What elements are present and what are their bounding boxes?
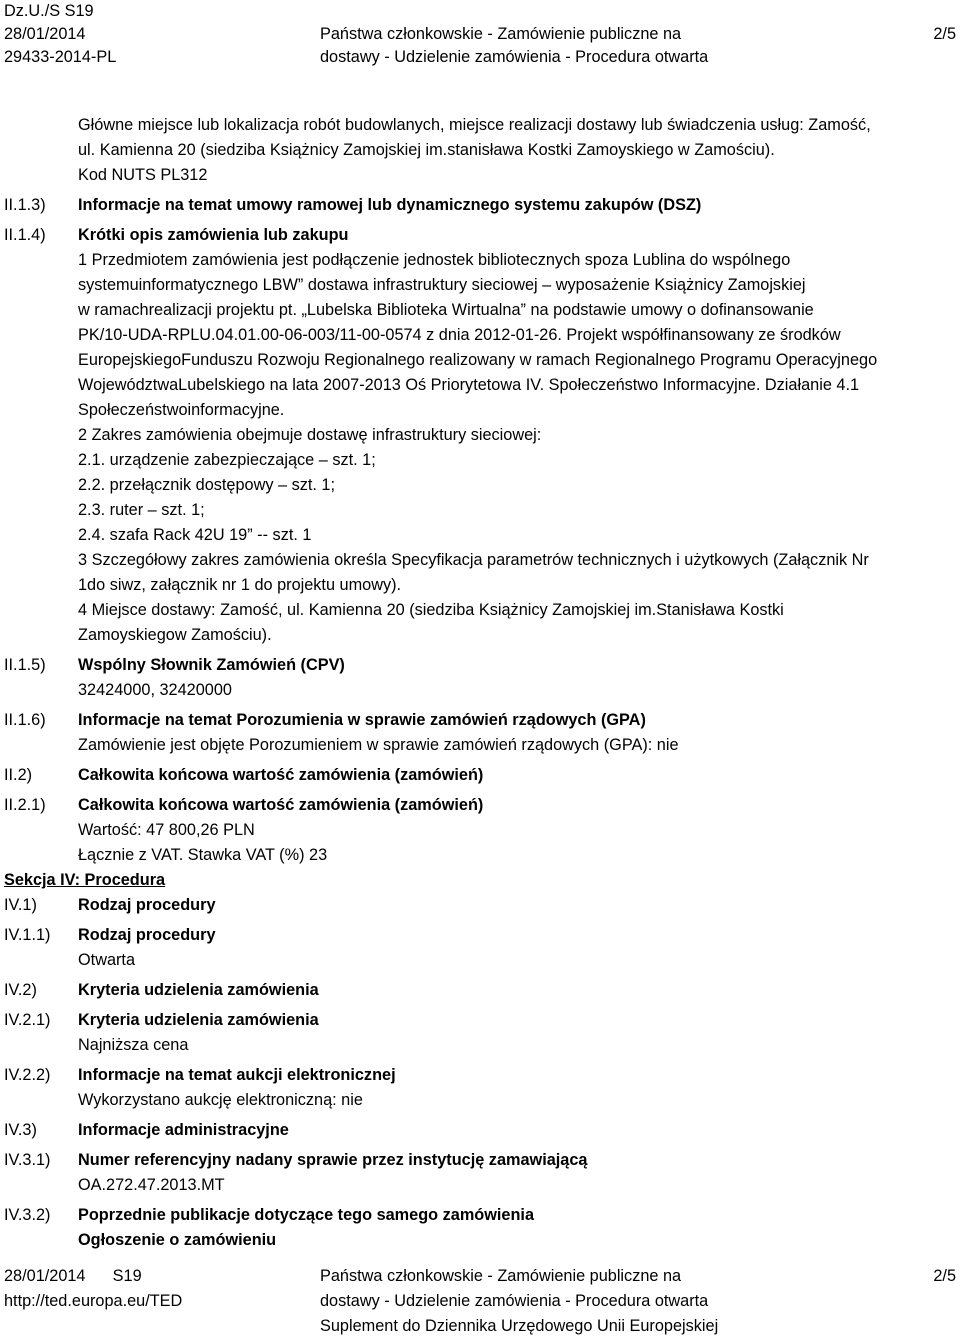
section-iv-2-1 bbox=[0, 1008, 960, 1058]
description-line: Zamoyskiegow Zamościu). bbox=[78, 626, 272, 644]
section-number: IV.2.1) bbox=[4, 1011, 51, 1029]
description-line: 1 Przedmiotem zamówienia jest podłączenie jednostek bibliotecznych spoza Lublina do wspólnego bbox=[78, 251, 791, 269]
section-title: Wspólny Słownik Zamówień (CPV) bbox=[78, 656, 345, 674]
header-date: 28/01/2014 bbox=[4, 25, 86, 43]
award-criteria: Najniższa cena bbox=[78, 1036, 189, 1054]
section-title: Informacje na temat umowy ramowej lub dynamicznego systemu zakupów (DSZ) bbox=[78, 196, 702, 214]
location-line-1: Główne miejsce lub lokalizacja robót budowlanych, miejsce realizacji dostawy lub świadczenia usług: Zamość, bbox=[78, 116, 871, 134]
description-line: 2.1. urządzenie zabezpieczające – szt. 1; bbox=[78, 451, 376, 469]
description-line: 2 Zakres zamówienia obejmuje dostawę infrastruktury sieciowej: bbox=[78, 426, 542, 444]
section-ii-1-4 bbox=[0, 223, 960, 648]
description-line: EuropejskiegoFunduszu Rozwoju Regionalnego realizowany w ramach Regionalnego Programu Operacyjnego bbox=[78, 351, 878, 369]
description-line: 2.4. szafa Rack 42U 19” -- szt. 1 bbox=[78, 526, 312, 544]
vat-info: Łącznie z VAT. Stawka VAT (%) 23 bbox=[78, 846, 328, 864]
previous-publication: Ogłoszenie o zamówieniu bbox=[78, 1231, 277, 1249]
document-body bbox=[0, 113, 960, 1253]
section-number: IV.3) bbox=[4, 1121, 37, 1139]
section-title: Numer referencyjny nadany sprawie przez instytucję zamawiającą bbox=[78, 1151, 588, 1169]
electronic-auction: Wykorzystano aukcję elektroniczną: nie bbox=[78, 1091, 363, 1109]
section-title: Rodzaj procedury bbox=[78, 896, 216, 914]
section-ii-1-6 bbox=[0, 708, 960, 758]
page-footer bbox=[0, 1264, 960, 1334]
header-title-line2: dostawy - Udzielenie zamówienia - Procedura otwarta bbox=[320, 48, 709, 66]
footer-title-line2: dostawy - Udzielenie zamówienia - Procedura otwarta bbox=[320, 1292, 709, 1310]
document-id: 29433-2014-PL bbox=[4, 48, 117, 66]
section-number: IV.1) bbox=[4, 896, 37, 914]
section-number: IV.3.1) bbox=[4, 1151, 51, 1169]
description-line: systemuinformatycznego LBW” dostawa infrastruktury sieciowej – wyposażenie Książnicy Zamojskiej bbox=[78, 276, 806, 294]
gpa-value: Zamówienie jest objęte Porozumieniem w sprawie zamówień rządowych (GPA): nie bbox=[78, 736, 679, 754]
section-title: Rodzaj procedury bbox=[78, 926, 216, 944]
footer-supplement: S19 bbox=[112, 1267, 142, 1285]
section-number: IV.2) bbox=[4, 981, 37, 999]
section-iv-heading: Sekcja IV: Procedura bbox=[4, 871, 166, 889]
section-title: Całkowita końcowa wartość zamówienia (zamówień) bbox=[78, 796, 484, 814]
section-ii-2-1 bbox=[0, 793, 960, 868]
section-number: II.1.3) bbox=[4, 196, 46, 214]
footer-title-line1: Państwa członkowskie - Zamówienie publiczne na bbox=[320, 1267, 682, 1285]
header-page-number bbox=[933, 0, 956, 46]
section-title: Krótki opis zamówienia lub zakupu bbox=[78, 226, 349, 244]
section-iv-1-1 bbox=[0, 923, 960, 973]
section-title: Informacje administracyjne bbox=[78, 1121, 289, 1139]
header-title bbox=[320, 0, 760, 69]
section-ii-1-3 bbox=[0, 193, 960, 218]
location-block bbox=[0, 113, 960, 188]
footer-title bbox=[320, 1264, 718, 1339]
section-iv-3-1 bbox=[0, 1148, 960, 1198]
cpv-codes: 32424000, 32420000 bbox=[78, 681, 232, 699]
section-number: II.1.4) bbox=[4, 226, 46, 244]
section-iv-1 bbox=[0, 893, 960, 918]
section-ii-1-5 bbox=[0, 653, 960, 703]
section-number: IV.2.2) bbox=[4, 1066, 51, 1084]
description-line: Społeczeństwoinformacyjne. bbox=[78, 401, 285, 419]
page-header bbox=[0, 0, 960, 70]
section-title: Kryteria udzielenia zamówienia bbox=[78, 1011, 319, 1029]
description-line: 3 Szczegółowy zakres zamówienia określa Specyfikacja parametrów technicznych i użytkowych (Załącznik Nr bbox=[78, 551, 869, 569]
section-iv-3-2 bbox=[0, 1203, 960, 1253]
section-number: II.2) bbox=[4, 766, 33, 784]
section-title: Kryteria udzielenia zamówienia bbox=[78, 981, 319, 999]
section-number: II.1.6) bbox=[4, 711, 46, 729]
section-iv-2 bbox=[0, 978, 960, 1003]
header-title-line1: Państwa członkowskie - Zamówienie publiczne na bbox=[320, 25, 682, 43]
section-number: II.1.5) bbox=[4, 656, 46, 674]
section-title: Poprzednie publikacje dotyczące tego samego zamówienia bbox=[78, 1206, 535, 1224]
section-number: IV.1.1) bbox=[4, 926, 51, 944]
contract-value: Wartość: 47 800,26 PLN bbox=[78, 821, 255, 839]
description-line: 2.2. przełącznik dostępowy – szt. 1; bbox=[78, 476, 336, 494]
description-line: 2.3. ruter – szt. 1; bbox=[78, 501, 205, 519]
nuts-code: Kod NUTS PL312 bbox=[78, 166, 208, 184]
description-line: PK/10-UDA-RPLU.04.01.00-06-003/11-00-0574 z dnia 2012-01-26. Projekt współfinansowany ze środków bbox=[78, 326, 841, 344]
description-line: 1do siwz, załącznik nr 1 do projektu umowy). bbox=[78, 576, 402, 594]
section-title: Informacje na temat Porozumienia w sprawie zamówień rządowych (GPA) bbox=[78, 711, 646, 729]
section-iv-2-2 bbox=[0, 1063, 960, 1113]
footer-page-number: 2/5 bbox=[933, 1267, 956, 1285]
footer-url-link[interactable]: http://ted.europa.eu/TED bbox=[4, 1292, 183, 1310]
description-line: w ramachrealizacji projektu pt. „Lubelska Biblioteka Wirtualna” na podstawie umowy o dofinansowanie bbox=[78, 301, 814, 319]
reference-number: OA.272.47.2013.MT bbox=[78, 1176, 225, 1194]
section-number: II.2.1) bbox=[4, 796, 46, 814]
section-number: IV.3.2) bbox=[4, 1206, 51, 1224]
section-ii-2 bbox=[0, 763, 960, 788]
section-title: Całkowita końcowa wartość zamówienia (zamówień) bbox=[78, 766, 484, 784]
footer-date: 28/01/2014 bbox=[4, 1267, 86, 1285]
section-iv-3 bbox=[0, 1118, 960, 1143]
header-left bbox=[4, 0, 116, 69]
footer-left bbox=[4, 1264, 182, 1314]
section-title: Informacje na temat aukcji elektronicznej bbox=[78, 1066, 396, 1084]
header-page-label: 2/5 bbox=[933, 25, 956, 43]
footer-title-line3: Suplement do Dziennika Urzędowego Unii Europejskiej bbox=[320, 1317, 719, 1335]
procedure-type: Otwarta bbox=[78, 951, 136, 969]
location-line-2: ul. Kamienna 20 (siedziba Książnicy Zamojskiej im.stanisława Kostki Zamoyskiego w Zamościu). bbox=[78, 141, 775, 159]
description-line: 4 Miejsce dostawy: Zamość, ul. Kamienna 20 (siedziba Książnicy Zamojskiej im.Stanisława Kostki bbox=[78, 601, 784, 619]
description-line: WojewództwaLubelskiego na lata 2007-2013 Oś Priorytetowa IV. Społeczeństwo Informacyjne. Działanie 4.1 bbox=[78, 376, 860, 394]
journal-reference: Dz.U./S S19 bbox=[4, 2, 94, 20]
